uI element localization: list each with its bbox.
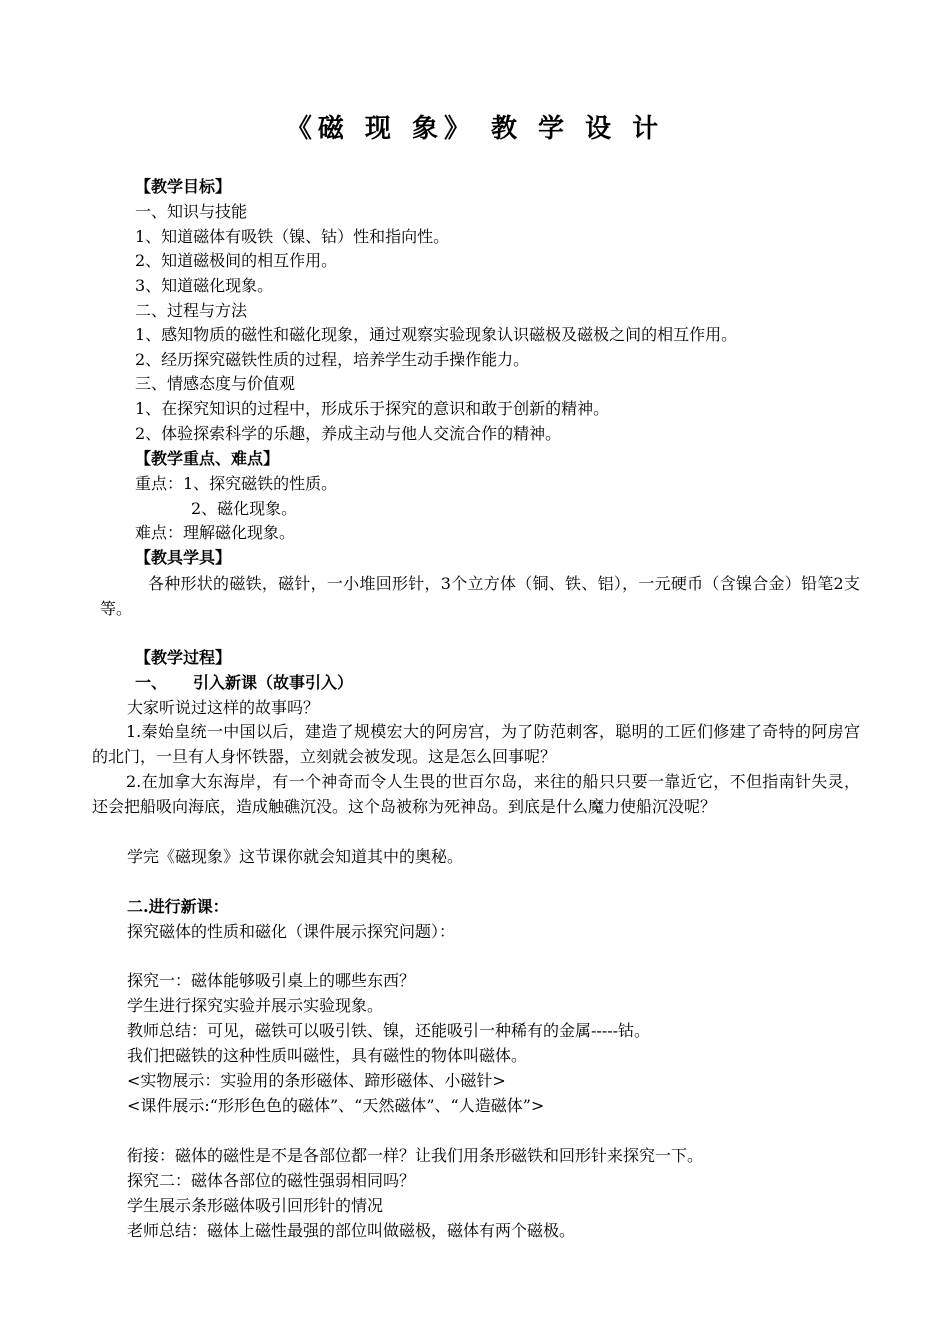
knowledge-item: 2、知道磁极间的相互作用。 xyxy=(135,251,338,270)
process-line: 探究一：磁体能够吸引桌上的哪些东西？ xyxy=(127,971,416,990)
process-line: <实物展示：实验用的条形磁体、蹄形磁体、小磁针> xyxy=(127,1071,506,1090)
process-heading: 【教学过程】 xyxy=(135,648,232,667)
process-line: 教师总结：可见，磁铁可以吸引铁、镍，还能吸引一种稀有的金属-----钴。 xyxy=(127,1021,651,1040)
story-1: 1.秦始皇统一中国以后，建造了规模宏大的阿房宫，为了防范刺客，聪明的工匠们修建了奇特的阿房宫的北门，一旦有人身怀铁器，立刻就会被发现。这是怎么回事呢？ xyxy=(92,722,860,766)
intro-closing: 学完《磁现象》这节课你就会知道其中的奥秘。 xyxy=(127,847,464,866)
part1-number: 一、 xyxy=(135,673,168,692)
attitude-heading: 三、情感态度与价值观 xyxy=(135,374,296,393)
process-method-heading: 二、过程与方法 xyxy=(135,301,248,320)
part2-title: 二.进行新课： xyxy=(127,897,229,916)
materials-heading: 【教具学具】 xyxy=(135,548,232,567)
process-method-item: 2、经历探究磁铁性质的过程，培养学生动手操作能力。 xyxy=(135,350,530,369)
knowledge-heading: 一、知识与技能 xyxy=(135,202,248,221)
part2-subtitle: 探究磁体的性质和磁化（课件展示探究问题）： xyxy=(127,922,456,941)
intro-question: 大家听说过这样的故事吗？ xyxy=(127,698,320,717)
objectives-heading: 【教学目标】 xyxy=(135,177,232,196)
key-points-heading: 【教学重点、难点】 xyxy=(135,449,280,468)
process-line: <课件展示:“形形色色的磁体”、“天然磁体”、“人造磁体”> xyxy=(127,1096,545,1115)
focus-point-2: 2、磁化现象。 xyxy=(191,499,298,518)
process-line: 我们把磁铁的这种性质叫磁性，具有磁性的物体叫磁体。 xyxy=(127,1046,528,1065)
knowledge-item: 3、知道磁化现象。 xyxy=(135,276,274,295)
process-line: 探究二：磁体各部位的磁性强弱相同吗？ xyxy=(127,1171,416,1190)
process-method-item: 1、感知物质的磁性和磁化现象，通过观察实验现象认识磁极及磁极之间的相互作用。 xyxy=(135,325,738,344)
knowledge-item: 1、知道磁体有吸铁（镍、钴）性和指向性。 xyxy=(135,227,450,246)
story-2: 2.在加拿大东海岸，有一个神奇而令人生畏的世百尔岛，来往的船只只要一靠近它，不但指南针失灵，还会把船吸向海底，造成触礁沉没。这个岛被称为死神岛。到底是什么魔力使船沉没呢？ xyxy=(92,772,860,816)
document-title: 《磁 现 象》 教 学 设 计 xyxy=(285,114,665,144)
process-line: 衔接：磁体的磁性是不是各部位都一样？让我们用条形磁铁和回形针来探究一下。 xyxy=(127,1146,704,1165)
focus-point-1: 重点：1、探究磁铁的性质。 xyxy=(135,474,338,493)
attitude-item: 1、在探究知识的过程中，形成乐于探究的意识和敢于创新的精神。 xyxy=(135,399,610,418)
process-line: 学生展示条形磁体吸引回形针的情况 xyxy=(127,1196,384,1215)
attitude-item: 2、体验探索科学的乐趣，养成主动与他人交流合作的精神。 xyxy=(135,424,562,443)
process-line: 老师总结：磁体上磁性最强的部位叫做磁极，磁体有两个磁极。 xyxy=(127,1221,576,1240)
materials-text: 各种形状的磁铁，磁针，一小堆回形针，3个立方体（铜、铁、铝），一元硬币（含镍合金）铅笔2支等。 xyxy=(100,574,860,618)
process-line: 学生进行探究实验并展示实验现象。 xyxy=(127,996,384,1015)
part1-title: 引入新课（故事引入） xyxy=(193,673,354,692)
difficulty-point: 难点：理解磁化现象。 xyxy=(135,523,296,542)
